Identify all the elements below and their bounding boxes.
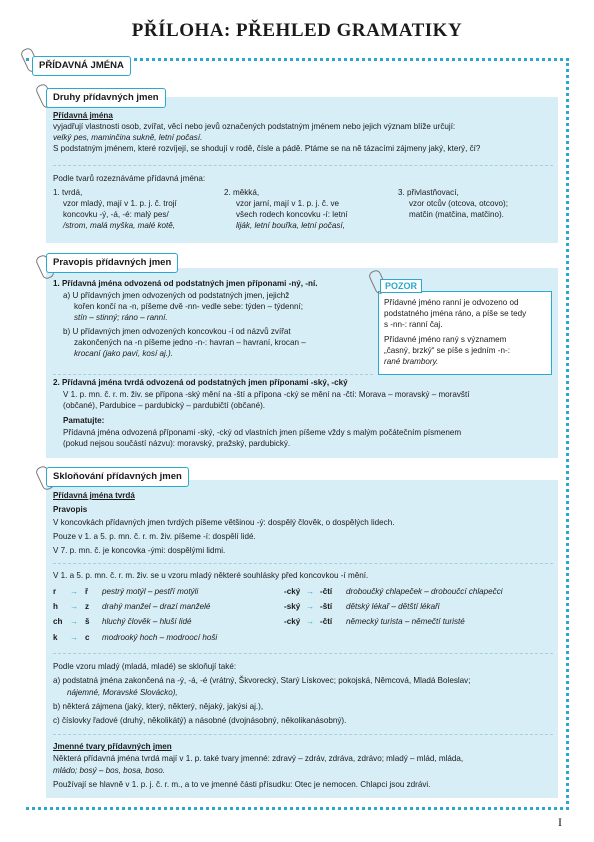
text-line: nájemné, Moravské Slovácko), xyxy=(67,688,178,697)
text-line: S podstatným jménem, které rozvíjejí, se shodují v rodě, čísle a pádě. Ptáme se na ně tázacími zájmeny jaký, který, čí? xyxy=(53,144,481,153)
row-from: r xyxy=(53,587,57,596)
col-privlastnovaci: 3. přivlastňovací, xyxy=(398,188,459,197)
divider xyxy=(53,563,553,564)
col-privlastnovaci: vzor otcův (otcova, otcovo); xyxy=(409,199,508,208)
text-line: krocaní (jako paví, kosí aj.). xyxy=(74,349,173,358)
row-to: š xyxy=(85,617,90,626)
row-from: ch xyxy=(53,617,63,626)
tag-druhy: Druhy přídavných jmen xyxy=(46,88,166,108)
col-mekka: liják, letní bouřka, letní počasí, xyxy=(236,221,345,230)
pozor-text: rané brambory. xyxy=(384,357,439,366)
col-tvrda: vzor mladý, mají v 1. p. j. č. trojí xyxy=(63,199,177,208)
text-line: kořen končí na -n, píšeme dvě -nn- vedle sebe: týden – týdenní; xyxy=(74,302,304,311)
text-line: (občané), Pardubice – pardubický – pardubičtí (občané). xyxy=(63,401,266,410)
arrow-icon: → xyxy=(306,587,315,596)
heading-tvrda: Přídavná jména tvrdá xyxy=(53,491,135,500)
text-line: stín – stinný; ráno – ranní. xyxy=(74,313,168,322)
text-line: c) číslovky řadové (druhý, několikátý) a násobné (dvojnásobný, několikanásobný). xyxy=(53,716,347,725)
row-example: hluchý člověk – hluší lidé xyxy=(102,617,192,626)
text-line: velký pes, maminčina sukně, letní počasí. xyxy=(53,133,203,142)
row-from: h xyxy=(53,602,58,611)
section-tag: PŘÍDAVNÁ JMÉNA xyxy=(32,56,131,76)
tag-sklonovani: Skloňování přídavných jmen xyxy=(46,467,189,487)
row-to: c xyxy=(85,633,90,642)
rule-heading: 2. Přídavná jména tvrdá odvozená od podstatných jmen příponami -ský, -cký xyxy=(53,378,348,387)
rule-heading: 1. Přídavná jména odvozená od podstatných jmen příponami -ný, -ní. xyxy=(53,279,318,288)
text-line: mládo; bosý – bos, bosa, boso. xyxy=(53,766,166,775)
row-suffix-new: -čtí xyxy=(320,587,333,596)
arrow-icon: → xyxy=(70,633,79,642)
pozor-text: „časný, brzký“ se píše s jedním -n-: xyxy=(384,346,510,355)
arrow-icon: → xyxy=(70,617,79,626)
row-suffix-new: -ští xyxy=(320,602,333,611)
heading-jmenne-tvary: Jmenné tvary přídavných jmen xyxy=(53,742,172,751)
text-line: b) některá zájmena (jaký, který, některý, nějaký, jakýsi aj.), xyxy=(53,702,264,711)
col-privlastnovaci: matčin (matčina, matčino). xyxy=(409,210,504,219)
pozor-tag: POZOR xyxy=(380,279,422,293)
text-line: Pouze v 1. a 5. p. mn. č. r. m. živ. píšeme -í: dospělí lidé. xyxy=(53,532,256,541)
row-suffix: -ský xyxy=(284,602,301,611)
text-line: Některá přídavná jména tvrdá mají v 1. p. také tvary jmenné: zdravý – zdráv, zdráva, zdrávo; mladý – mlád, mláda, xyxy=(53,754,464,763)
pozor-text: s -nn-: ranní čaj. xyxy=(384,320,443,329)
row-to: ř xyxy=(85,587,89,596)
page-title: PŘÍLOHA: PŘEHLED GRAMATIKY xyxy=(131,20,463,41)
row-suffix-new: -čtí xyxy=(320,617,333,626)
text-line: zakončených na -n píšeme jedno -n-: havran – havraní, krocan – xyxy=(74,338,306,347)
col-mekka: vzor jarní, mají v 1. p. j. č. ve xyxy=(236,199,340,208)
text-line: V 7. p. mn. č. je koncovka -ými: dospělými lidmi. xyxy=(53,546,226,555)
text-line: a) podstatná jména zakončená na -ý, -á, -é (vrátný, Škvorecký, Starý Lískovec; pokojská, Němcová, Mladá Boleslav; xyxy=(53,676,471,685)
heading-pridavna-jmena: Přídavná jména xyxy=(53,111,113,120)
text-line: Podle vzoru mladý (mladá, mladé) se skloňují také: xyxy=(53,662,237,671)
text-line: b) U přídavných jmen odvozených koncovkou -í od názvů zvířat xyxy=(63,327,291,336)
text-line: V 1. p. mn. č. r. m. živ. se přípona -ský mění na -ští a přípona -cký se mění na -čtí: Morava – moravský – moravští xyxy=(63,390,470,399)
text-line: a) U přídavných jmen odvozených od podstatných jmen, jejichž xyxy=(63,291,290,300)
row-example: německý turista – němečtí turisté xyxy=(346,617,465,626)
arrow-icon: → xyxy=(70,587,79,596)
row-example: drahý manžel – drazí manželé xyxy=(102,602,211,611)
tag-pravopis: Pravopis přídavných jmen xyxy=(46,253,178,273)
text-line: V koncovkách přídavných jmen tvrdých píšeme většinou -ý: dospělý člověk, o dospělých lidech. xyxy=(53,518,395,527)
row-example: pestrý motýl – pestří motýli xyxy=(102,587,199,596)
text-line: (pokud nejsou součástí názvu): moravský, pražský, pardubický. xyxy=(63,439,291,448)
row-to: z xyxy=(85,602,90,611)
arrow-icon: → xyxy=(70,602,79,611)
page-number: I xyxy=(558,815,562,829)
divider xyxy=(53,653,553,654)
row-suffix: -cký xyxy=(284,587,301,596)
heading-pravopis: Pravopis xyxy=(53,505,88,514)
col-tvrda: koncovku -ý, -á, -é: malý pes/ xyxy=(63,210,169,219)
divider xyxy=(53,734,553,735)
col-tvrda: 1. tvrdá, xyxy=(53,188,83,197)
col-mekka: 2. měkká, xyxy=(224,188,260,197)
row-example: dětský lékař – dětští lékaři xyxy=(346,602,440,611)
divider xyxy=(53,165,553,166)
pozor-text: Přídavné jméno ranní je odvozeno od xyxy=(384,298,519,307)
text-line: Podle tvarů rozeznáváme přídavná jména: xyxy=(53,174,206,183)
text-line: Pamatujte: xyxy=(63,416,105,425)
text-line: Používají se hlavně v 1. p. j. č. r. m., a to ve jmenné části přísudku: Otec je nemocen. Chlapci jsou zdrávi. xyxy=(53,780,431,789)
row-example: modrooký hoch – modroocí hoši xyxy=(102,633,218,642)
text-line: Přídavná jména odvozená příponami -ský, -cký od vlastních jmen píšeme vždy s malým počátečním písmenem xyxy=(63,428,462,437)
row-example: droboučký chlapeček – droboučcí chlapečci xyxy=(346,587,503,596)
row-suffix: -cký xyxy=(284,617,301,626)
arrow-icon: → xyxy=(306,602,315,611)
col-tvrda: /strom, malá myška, malé kotě, xyxy=(63,221,175,230)
pozor-text: Přídavné jméno raný s významem xyxy=(384,335,507,344)
row-from: k xyxy=(53,633,58,642)
text-line: V 1. a 5. p. mn. č. r. m. živ. se u vzoru mladý některé souhlásky před koncovkou -í mění. xyxy=(53,571,369,580)
divider xyxy=(53,374,373,375)
arrow-icon: → xyxy=(306,617,315,626)
text-line: vyjadřují vlastnosti osob, zvířat, věcí nebo jevů označených podstatným jménem nebo jejich význam blíže určují: xyxy=(53,122,456,131)
col-mekka: všech rodech koncovku -í: letní xyxy=(236,210,348,219)
pozor-text: podstatného jména ráno, a píše se tedy xyxy=(384,309,527,318)
